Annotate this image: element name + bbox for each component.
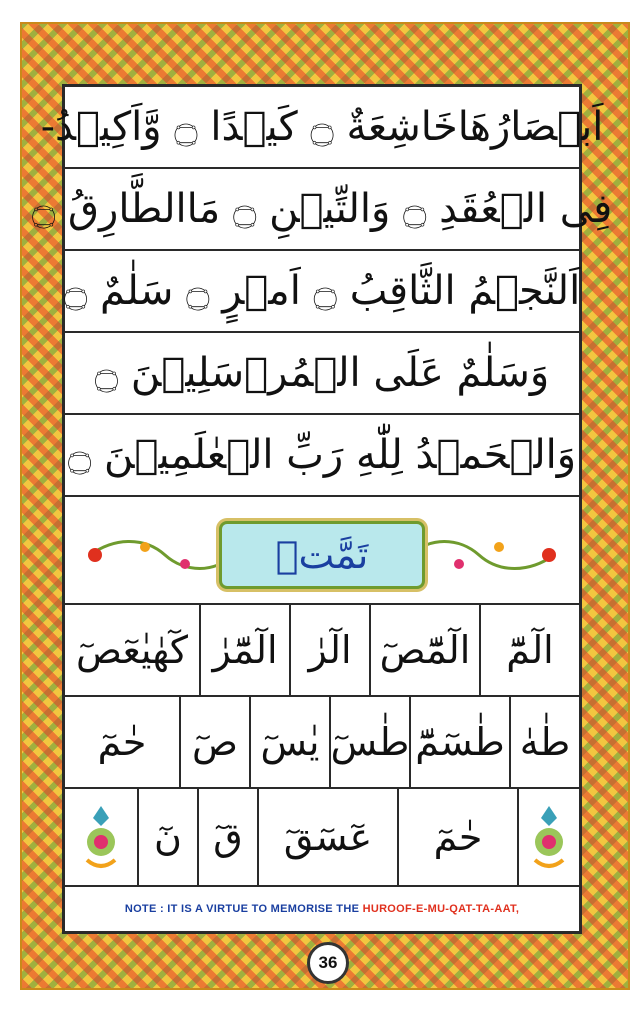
verse-row-4 (65, 333, 579, 415)
huroof-letters: الٓرٰ (308, 628, 352, 672)
huroof-letters: نٓ (154, 815, 182, 859)
huroof-letters: قٓ (213, 815, 243, 859)
banner-title: تَمَّتۡ (275, 533, 369, 577)
verse-text: فِى الۡعُقَدِ ۝ وَالتِّيۡنِ ۝ مَاالطَّارِقُ ۝ (31, 186, 613, 232)
verse-row-2 (31, 169, 613, 251)
note-body: IT IS A VIRTUE TO MEMORISE THE (167, 903, 360, 915)
huroof-row-2 (65, 697, 579, 789)
floral-medallion-icon (79, 802, 123, 872)
huroof-cell (257, 789, 397, 885)
huroof-cell (329, 697, 409, 787)
floral-medallion-icon (527, 802, 571, 872)
content-panel (31, 84, 613, 934)
huroof-letters: كٓهٰيٰعٓصٓ (76, 628, 188, 672)
huroof-letters: صٓ (192, 720, 238, 764)
huroof-row-1 (65, 605, 579, 697)
huroof-letters: الٓمّٓرٰ (212, 628, 278, 672)
closing-banner (65, 507, 579, 605)
huroof-cell (369, 605, 479, 695)
ornament-cell-left (65, 789, 137, 885)
verse-row-3 (65, 251, 579, 333)
ornament-cell-right (517, 789, 579, 885)
huroof-letters: الٓمّٓ (506, 628, 554, 672)
page-number: 36 (307, 942, 349, 984)
huroof-cell (479, 605, 579, 695)
note-label: NOTE : (124, 903, 164, 915)
huroof-cell (199, 605, 289, 695)
huroof-letters: عٓسٓقٓ (283, 815, 373, 859)
note-line (65, 887, 579, 931)
huroof-letters: طٰسٓمّٓ (415, 720, 505, 764)
page-frame (20, 22, 630, 990)
huroof-letters: طٰسٓ (330, 720, 410, 764)
huroof-letters: حٰمٓ (433, 815, 483, 859)
verse-row-5 (65, 415, 579, 497)
huroof-cell (509, 697, 579, 787)
huroof-letters: حٰمٓ (97, 720, 147, 764)
verse-row-1 (40, 87, 604, 169)
note-highlight: HUROOF-E-MU-QAT-TA-AAT, (362, 903, 520, 915)
floral-flourish-right-icon (409, 537, 559, 573)
verse-text: اَلنَّجۡمُ الثَّاقِبُ ۝ اَمۡرٍ ۝ سَلٰمٌ ۝ (63, 268, 581, 314)
floral-flourish-left-icon (85, 537, 235, 573)
huroof-cell (409, 697, 509, 787)
huroof-row-3 (65, 789, 579, 887)
banner-plate (219, 521, 425, 589)
huroof-cell (197, 789, 257, 885)
huroof-cell (65, 605, 199, 695)
huroof-letters: الٓمّٓصٓ (379, 628, 471, 672)
verse-text: اَبۡصَارُهَاخَاشِعَةٌ ۝ كَيۡدًا ۝ وَّاَكِيۡدُ- (40, 104, 604, 150)
verse-text: وَالۡحَمۡدُ لِلّٰهِ رَبِّ الۡعٰلَمِيۡنَ ۝ (67, 432, 577, 478)
huroof-letters: طٰهٰ (519, 720, 571, 764)
huroof-cell (249, 697, 329, 787)
huroof-cell (179, 697, 249, 787)
huroof-cell (397, 789, 517, 885)
huroof-cell (65, 697, 179, 787)
verse-text: وَسَلٰمٌ عَلَى الۡمُرۡسَلِيۡنَ ۝ (94, 350, 550, 396)
huroof-cell (137, 789, 197, 885)
huroof-cell (289, 605, 369, 695)
huroof-letters: يٰسٓ (260, 720, 320, 764)
